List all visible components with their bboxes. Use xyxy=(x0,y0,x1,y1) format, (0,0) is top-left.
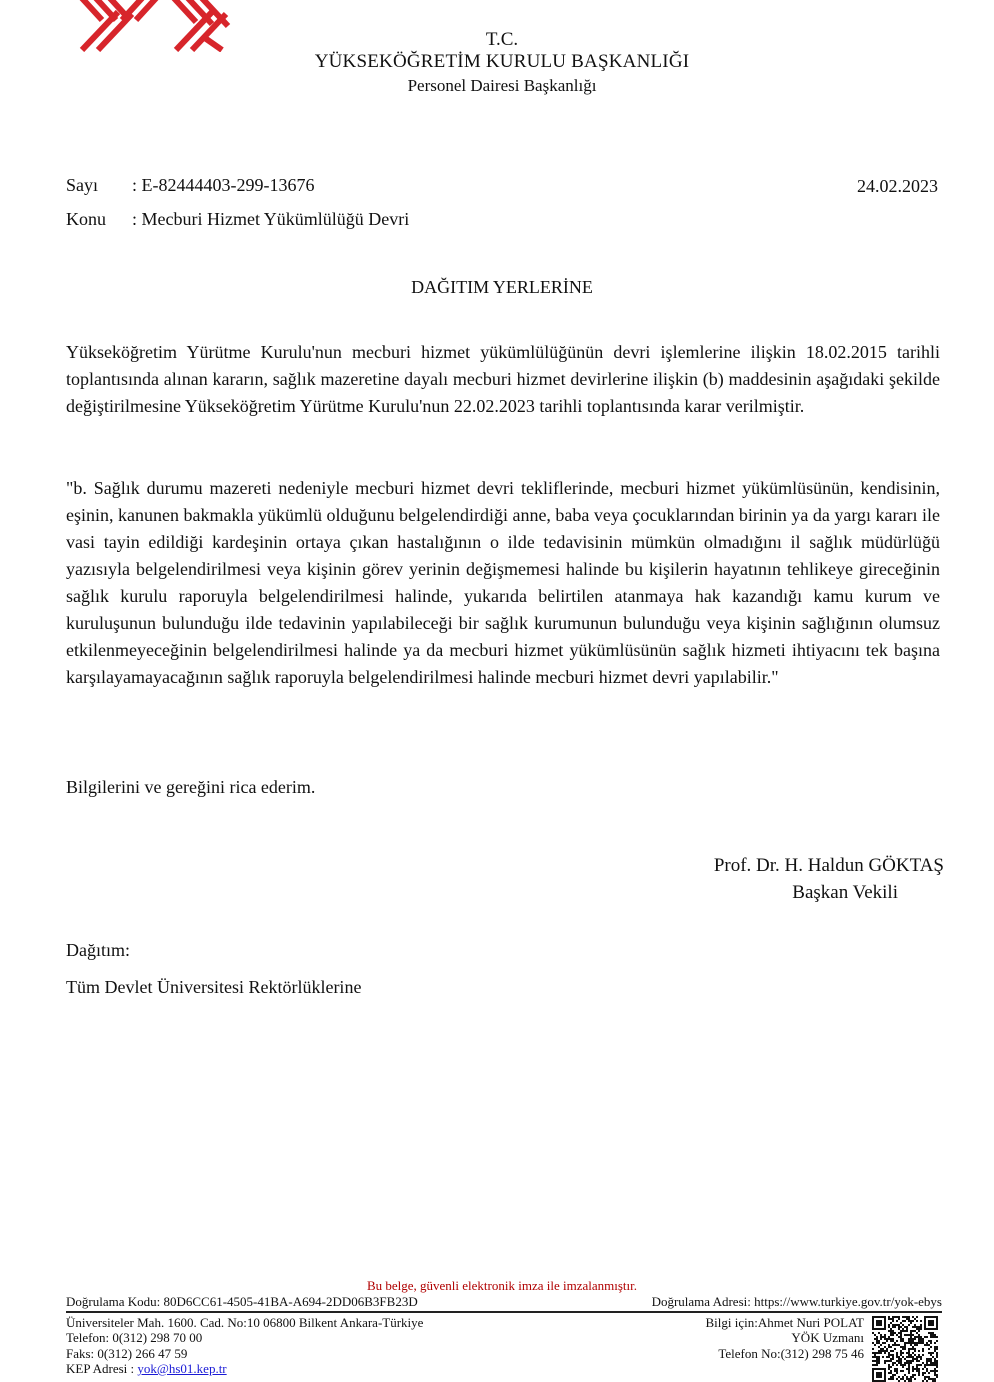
qr-code-icon xyxy=(872,1316,938,1382)
info-contact-phone: Telefon No:(312) 298 75 46 xyxy=(718,1346,864,1361)
header-department: Personel Dairesi Başkanlığı xyxy=(407,76,597,95)
sayi-row xyxy=(66,176,314,194)
konu-value: : Mecburi Hizmet Yükümlülüğü Devri xyxy=(132,209,410,229)
kep-address-link[interactable]: yok@hs01.kep.tr xyxy=(137,1361,227,1376)
kep-label: KEP Adresi : xyxy=(66,1361,138,1376)
header-country: T.C. xyxy=(485,29,519,50)
footer-kep xyxy=(66,1362,227,1375)
body-paragraph-1: Yükseköğretim Yürütme Kurulu'nun mecburi hizmet yükümlülüğünün devri işlemlerine ilişkin 18.02.2015 tarihli toplantısında alınan kararın, sağlık mazeretine dayalı mecburi hizmet devirlerine ilişkin (b) maddesinin aşağıdaki şekilde değiştirilmesine Yükseköğretim Yürütme Kurulu'nun 22.02.2023 tarihli toplantısında karar verilmiştir. xyxy=(66,342,940,416)
closing-line: Bilgilerini ve gereğini rica ederim. xyxy=(66,777,316,797)
verification-address: Doğrulama Adresi: https://www.turkiye.gov.tr/yok-ebys xyxy=(651,1294,942,1309)
verification-code: Doğrulama Kodu: 80D6CC61-4505-41BA-A694-2DD06B3FB23D xyxy=(66,1294,418,1309)
document-date: 24.02.2023 xyxy=(857,176,938,196)
sayi-label: Sayı xyxy=(66,175,99,195)
esign-notice: Bu belge, güvenli elektronik imza ile imzalanmıştır. xyxy=(366,1278,638,1293)
footer-address: Üniversiteler Mah. 1600. Cad. No:10 06800 Bilkent Ankara-Türkiye xyxy=(66,1315,424,1330)
footer-fax: Faks: 0(312) 266 47 59 xyxy=(66,1346,188,1361)
header-institution: YÜKSEKÖĞRETİM KURULU BAŞKANLIĞI xyxy=(314,51,690,72)
info-contact-title: YÖK Uzmanı xyxy=(791,1330,864,1345)
konu-label: Konu xyxy=(66,209,106,229)
footer-phone: Telefon: 0(312) 298 70 00 xyxy=(66,1330,203,1345)
konu-row xyxy=(66,210,409,228)
sayi-value: : E-82444403-299-13676 xyxy=(132,175,315,195)
distribution-label: Dağıtım: xyxy=(66,940,130,960)
signatory-title: Başkan Vekili xyxy=(792,882,898,903)
info-contact: Bilgi için:Ahmet Nuri POLAT xyxy=(705,1315,864,1330)
addressee: DAĞITIM YERLERİNE xyxy=(411,277,593,297)
signatory-name: Prof. Dr. H. Haldun GÖKTAŞ xyxy=(713,855,944,876)
body-paragraph-2: "b. Sağlık durumu mazereti nedeniyle mecburi hizmet devri tekliflerinde, mecburi hizmet yükümlüsünün, kendisinin, eşinin, kanunen bakmakla yükümlü olduğunu belgelendirdiği anne, baba veya çocuklarından birinin ya da yargı kararı ile vasi tayin edildiği kardeşinin ortaya çıkan hastalığının o ilde tedavisinin mümkün olmadığını il sağlık müdürlüğü yazısıyla belgelendirilmesi veya kişinin görev yerinin değişmemesi halinde bu kişilerin hayatının tehlikeye gireceğinin sağlık kurulu raporuyla belgelendirilmesi halinde, yukarıda belirtilen atanmaya hak kazandığı kamu kurum ve kuruluşunun bulunduğu ilde tedavinin yapılabileceği bir sağlık kurumunun bulunduğu veya kişinin sağlığının olumsuz etkilenmeyeceğinin belgelendirilmesi halinde ya da mecburi hizmet yükümlüsünün sağlık hizmeti ihtiyacını tek başına karşılayamayacağının sağlık raporuyla belgelendirilmesi halinde mecburi hizmet devri yapılabilir." xyxy=(66,478,940,687)
distribution-item: Tüm Devlet Üniversitesi Rektörlüklerine xyxy=(66,977,362,997)
footer-divider xyxy=(66,1311,942,1313)
